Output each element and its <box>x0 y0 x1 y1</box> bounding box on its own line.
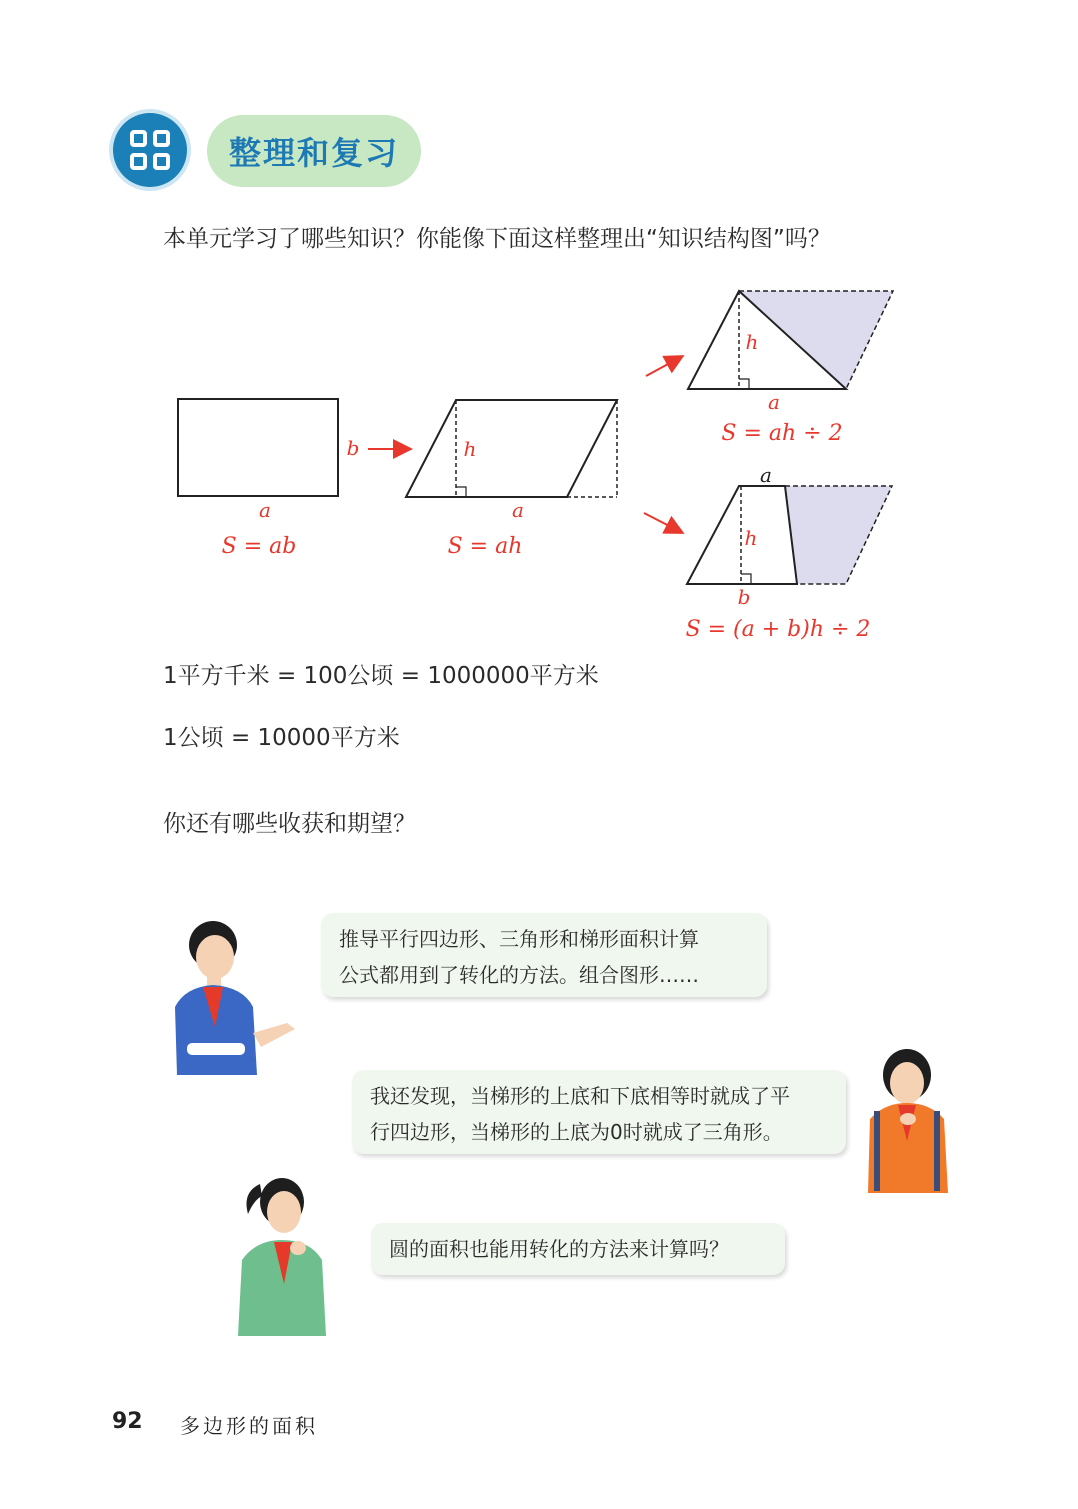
triangle-formula: S = ah ÷ 2 <box>721 421 843 446</box>
trapezoid-top-label: a <box>760 463 772 487</box>
boy-speech-line2: 公式都用到了转化的方法。组合图形…… <box>339 963 699 987</box>
boy-illustration <box>165 915 305 1080</box>
intro-text: 本单元学习了哪些知识？你能像下面这样整理出“知识结构图”吗？ <box>163 226 831 252</box>
arrow-to-triangle <box>646 357 681 376</box>
rectangle-side-label: b <box>346 436 360 460</box>
reflection-question: 你还有哪些收获和期望？ <box>163 811 416 837</box>
triangle-height-label: h <box>745 330 759 354</box>
unit-conversion-line1: 1平方千米 = 100公顷 = 1000000平方米 <box>163 663 599 689</box>
review-section-icon <box>113 113 187 187</box>
unit-conversion-line2: 1公顷 = 10000平方米 <box>163 725 400 751</box>
parallelogram-formula: S = ah <box>447 534 523 559</box>
girl1-illustration <box>862 1045 952 1195</box>
parallelogram-base-label: a <box>512 498 524 522</box>
parallelogram-height-label: h <box>463 437 477 461</box>
page-number: 92 <box>112 1409 143 1434</box>
knowledge-structure-diagram <box>0 270 1078 650</box>
girl2-illustration <box>232 1170 332 1338</box>
girl2-speech-bubble <box>371 1223 785 1275</box>
trapezoid-formula: S = (a + b)h ÷ 2 <box>685 617 871 642</box>
rectangle-formula: S = ab <box>221 534 297 559</box>
trapezoid-shape <box>687 486 797 584</box>
trapezoid-bottom-label: b <box>737 585 751 609</box>
parallelogram-shape <box>406 400 617 497</box>
girl1-speech-bubble <box>352 1070 846 1154</box>
arrow-to-trapezoid <box>644 513 681 532</box>
triangle-base-label: a <box>768 390 780 414</box>
rectangle-shape <box>178 399 338 496</box>
chapter-title: 多边形的面积 <box>180 1414 318 1438</box>
boy-speech-line1: 推导平行四边形、三角形和梯形面积计算 <box>339 927 699 951</box>
boy-speech-bubble <box>321 913 767 997</box>
section-title: 整理和复习 <box>207 115 421 187</box>
trapezoid-height-label: h <box>744 526 758 550</box>
trapezoid-copy-shaded <box>785 486 892 584</box>
rectangle-base-label: a <box>259 498 271 522</box>
girl1-speech-line2: 行四边形，当梯形的上底为0时就成了三角形。 <box>370 1120 783 1144</box>
girl2-speech-line1: 圆的面积也能用转化的方法来计算吗？ <box>389 1237 729 1261</box>
girl1-speech-line1: 我还发现，当梯形的上底和下底相等时就成了平 <box>370 1084 790 1108</box>
